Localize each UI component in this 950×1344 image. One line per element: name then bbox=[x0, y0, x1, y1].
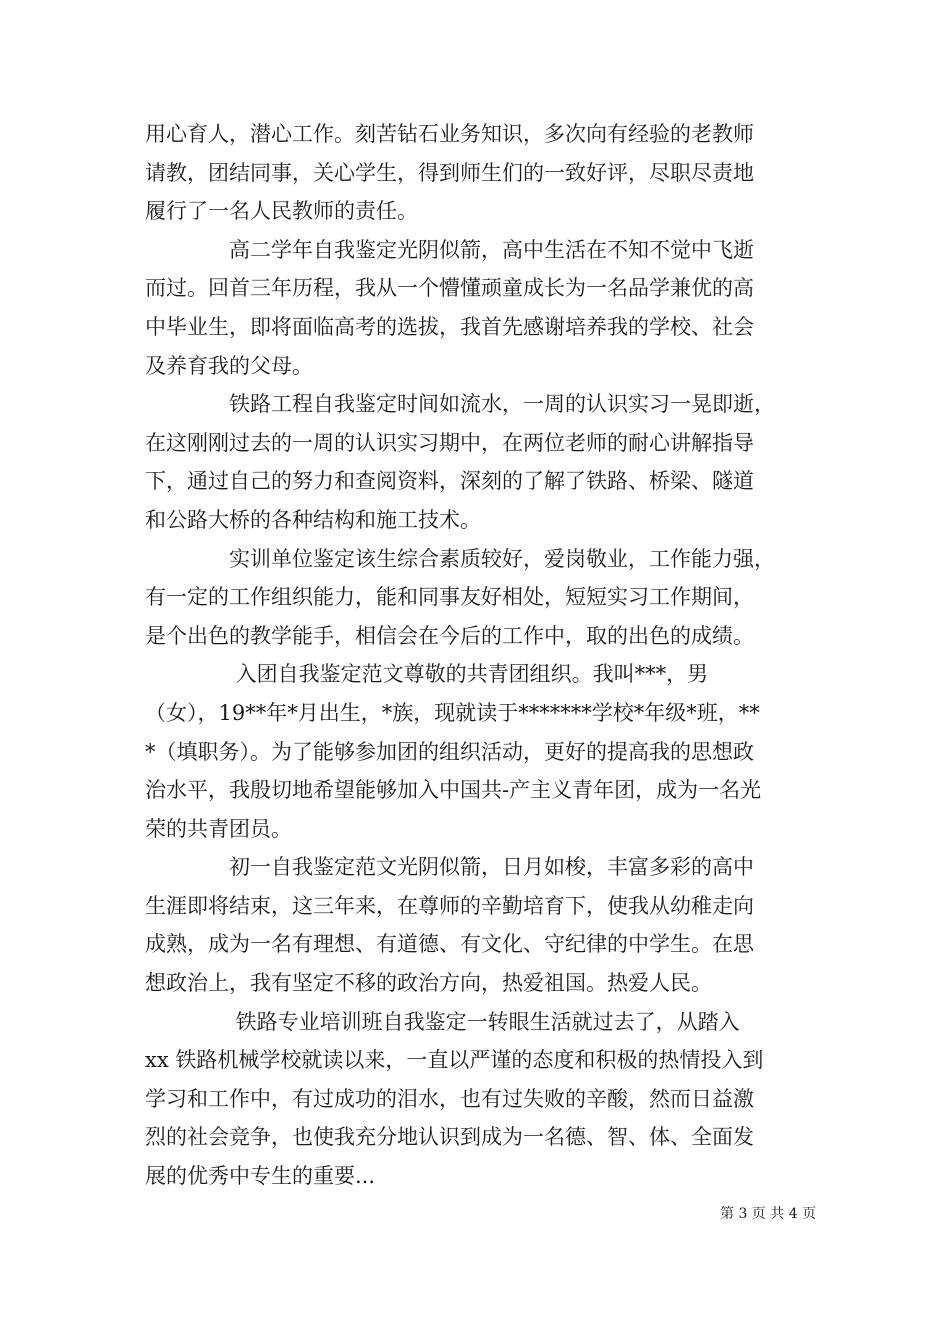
paragraph-3: 铁路工程自我鉴定时间如流水，一周的认识实习一晃即逝， 在这刚刚过去的一周的认识实习期中，在两位老师的耐心讲解指导 下，通过自己的努力和查阅资料，深刻的了解了铁路、桥梁、隧道 和公路大桥的各种结构和施工技术。 bbox=[145, 392, 775, 532]
paragraph-2: 高二学年自我鉴定光阴似箭，高中生活在不知不觉中飞逝 而过。回首三年历程，我从一个懵懂顽童成长为一名品学兼优的高 中毕业生，即将面临高考的选拔，我首先感谢培养我的学校、社会 及养育我的父母。 bbox=[145, 237, 754, 378]
paragraph-6: 初一自我鉴定范文光阴似箭，日月如梭，丰富多彩的高中 生涯即将结束，这三年来，在尊师的辛勤培育下，使我从幼稚走向 成熟，成为一名有理想、有道德、有文化、守纪律的中学生。在思 想政治上，我有坚定不移的政治方向，热爱祖国。热爱人民。 bbox=[145, 855, 754, 996]
body-text bbox=[145, 115, 825, 1196]
paragraph-7: 铁路专业培训班自我鉴定一转眼生活就过去了，从踏入 xx 铁路机械学校就读以来，一直以严谨的态度和积极的热情投入到 学习和工作中，有过成功的泪水，也有过失败的辛酸，然而日益激 烈的社会竞争，也使我充分地认识到成为一名德、智、体、全面发 展的优秀中专生的重要... bbox=[145, 1009, 764, 1189]
paragraph-5: 入团自我鉴定范文尊敬的共青团组织。我叫***，男 （女），19**年*月出生，*族，现就读于*******学校*年级*班，** *（填职务）。为了能够参加团的组织活动，更好的提高我的思想政 治水平，我殷切地希望能够加入中国共-产主义青年团，成为一名光 荣的共青团员。 bbox=[145, 662, 762, 841]
paragraph-1: 用心育人，潜心工作。刻苦钻石业务知识，多次向有经验的老教师 请教，团结同事，关心学生，得到师生们的一致好评，尽职尽责地 履行了一名人民教师的责任。 bbox=[145, 122, 754, 224]
paragraph-4: 实训单位鉴定该生综合素质较好，爱岗敬业，工作能力强， 有一定的工作组织能力，能和同事友好相处，短短实习工作期间， 是个出色的教学能手，相信会在今后的工作中，取的出色的成绩。 bbox=[145, 546, 775, 648]
page-number-footer: 第 3 页 共 4 页 bbox=[720, 1206, 817, 1222]
